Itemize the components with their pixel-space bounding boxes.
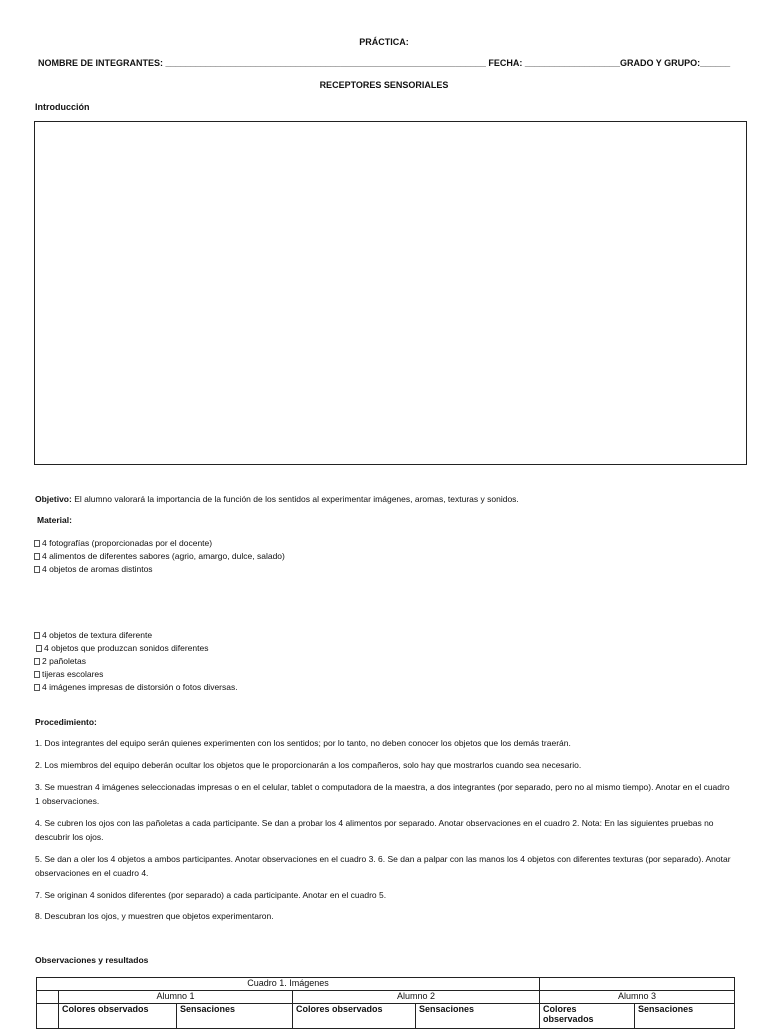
material-label: Material: — [37, 515, 72, 525]
student-header: Alumno 3 — [540, 991, 735, 1004]
column-header: Colores observados — [59, 1004, 177, 1029]
checkbox-bullet-icon — [36, 645, 42, 652]
student-header: Alumno 1 — [59, 991, 293, 1004]
observations-table — [36, 977, 735, 1029]
objective-text: El alumno valorará la importancia de la función de los sentidos al experimentar imágenes, aromas, texturas y sonidos. — [71, 494, 519, 504]
student-info-line[interactable]: NOMBRE DE INTEGRANTES: ________________________________________________________________ FECHA: ___________________GRADO Y GRUPO:______ — [38, 58, 731, 68]
checkbox-bullet-icon — [34, 658, 40, 665]
procedure-step-5: 5. Se dan a oler los 4 objetos a ambos participantes. Anotar observaciones en el cuadro 3. 6. Se dan a palpar con las manos los 4 objetos con diferentes texturas (por separado). Anotar observaciones en el cuadro 4. — [35, 854, 731, 878]
checkbox-bullet-icon — [34, 566, 40, 573]
list-item: 4 imágenes impresas de distorsión o fotos diversas. — [34, 681, 238, 694]
procedure-step-8: 8. Descubran los ojos, y muestren que objetos experimentaron. — [35, 911, 274, 921]
procedure-step-7: 7. Se originan 4 sonidos diferentes (por separado) a cada participante. Anotar en el cuadro 5. — [35, 890, 387, 900]
list-item: tijeras escolares — [34, 668, 238, 681]
practice-subtitle: RECEPTORES SENSORIALES — [319, 80, 449, 90]
column-header: Sensaciones — [635, 1004, 735, 1029]
list-item: 4 fotografías (proporcionadas por el docente) — [34, 537, 285, 550]
list-item: 4 alimentos de diferentes sabores (agrio, amargo, dulce, salado) — [34, 550, 285, 563]
column-header: Colores observados — [293, 1004, 416, 1029]
procedure-label: Procedimiento: — [35, 717, 97, 727]
table-cell[interactable] — [37, 991, 59, 1004]
list-item: 4 objetos de aromas distintos — [34, 563, 285, 576]
checkbox-bullet-icon — [34, 632, 40, 639]
procedure-step-1: 1. Dos integrantes del equipo serán quienes experimenten con los sentidos; por lo tanto, no deben conocer los objetos que los demás traerán. — [35, 738, 571, 748]
table-cell[interactable] — [540, 978, 735, 991]
checkbox-bullet-icon — [34, 540, 40, 547]
list-item: 4 objetos de textura diferente — [34, 629, 238, 642]
procedure-step-4: 4. Se cubren los ojos con las pañoletas a cada participante. Se dan a probar los 4 alimentos por separado. Anotar observaciones en el cuadro 2. Nota: En las siguientes pruebas no descubrir los ojos. — [35, 818, 714, 842]
material-list-2 — [34, 629, 238, 694]
checkbox-bullet-icon — [34, 671, 40, 678]
column-header: Colores observados — [540, 1004, 635, 1029]
table-cell[interactable] — [37, 1004, 59, 1029]
checkbox-bullet-icon — [34, 684, 40, 691]
objective-label: Objetivo: — [35, 494, 72, 504]
observations-label: Observaciones y resultados — [35, 955, 149, 965]
student-header: Alumno 2 — [293, 991, 540, 1004]
table-title: Cuadro 1. Imágenes — [37, 978, 540, 991]
material-list-1 — [34, 537, 285, 576]
column-header: Sensaciones — [416, 1004, 540, 1029]
intro-label: Introducción — [35, 102, 90, 112]
checkbox-bullet-icon — [34, 553, 40, 560]
list-item: 2 pañoletas — [34, 655, 238, 668]
column-header: Sensaciones — [177, 1004, 293, 1029]
intro-textbox[interactable] — [34, 121, 747, 465]
page-title: PRÁCTICA: — [359, 37, 409, 47]
list-item: 4 objetos que produzcan sonidos diferentes — [34, 642, 238, 655]
procedure-step-3: 3. Se muestran 4 imágenes seleccionadas impresas o en el celular, tablet o computadora de la maestra, a dos integrantes (por separado, pero no al mismo tiempo). Anotar en el cuadro 1 observaciones. — [35, 782, 730, 806]
procedure-step-2: 2. Los miembros del equipo deberán ocultar los objetos que le proporcionarán a los compañeros, solo hay que mostrarlos cuando sea necesario. — [35, 760, 582, 770]
objective — [35, 493, 755, 506]
